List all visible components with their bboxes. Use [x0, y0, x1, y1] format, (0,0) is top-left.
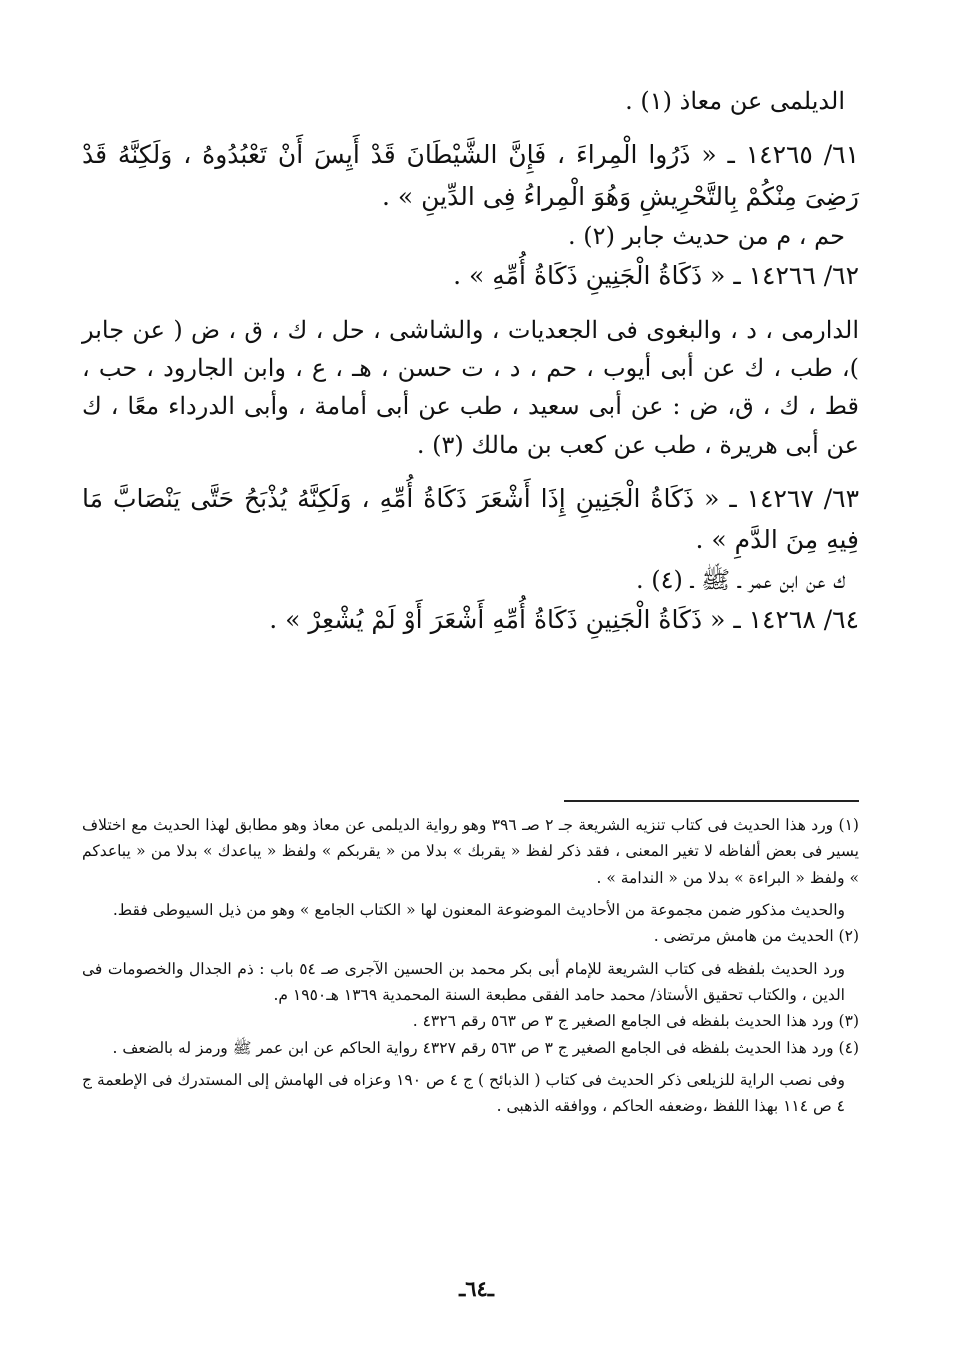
footnote-2-continuation: ورد الحديث بلفظه فى كتاب الشريعة للإمام أبى بكر محمد بن الحسين الآجرى صـ ٥٤ باب : ذم الجدال والخصومات فى الدين ، والكتاب تحقيق الأستاذ/ محمد حامد الفقى مطبعة السنة المحمدية ١٣٦٩ هـ١٩٥٠ م.: [82, 959, 845, 1005]
main-text: [82, 82, 859, 640]
hadith-64: ٦٤/ ١٤٢٦٨ ـ « ذَكَاةُ الْجَنِينِ ذَكَاةُ أُمِّهِ أَشْعَرَ أَوْ لَمْ يُشْعِرْ » .: [269, 604, 859, 634]
footnote-3: (٣) ورد هذا الحديث بلفظه فى الجامع الصغير ج ٣ ص ٥٦٣ رقم ٤٣٢٦ .: [412, 1012, 859, 1031]
source-paragraph: الدارمى ، د ، والبغوى فى الجعديات ، والشاشى ، حل ، ك ، ق ، ض ( عن جابر )، طب ، ك عن أبى أيوب ، حم ، د ، ت حسن ، هـ ، ع ، وابن الجارود ، حب ، قط ، ك ، ق، ض : عن أبى سعيد ، طب عن أبى أمامة ، وأبى الدرداء معًا ، ك عن أبى هريرة ، طب عن كعب بن مالك (٣) .: [82, 315, 859, 459]
source-line: حم ، م من حديث جابر (٢) .: [568, 221, 845, 250]
page-number: ـ٦٤ـ: [459, 1276, 494, 1301]
footnote-1-continuation: والحديث مذكور ضمن مجموعة من الأحاديث الموضوعة المعنون لها « الكتاب الجامع » وهو من ذيل السيوطى فقط.: [112, 901, 845, 920]
footnote-divider: [564, 800, 859, 802]
footnote-1: (١) ورد هذا الحديث فى كتاب تنزيه الشريعة جـ ٢ صـ ٣٩٦ وهو رواية الديلمى عن معاذ وهو مطابق لهذا الحديث مع اختلاف يسير فى بعض ألفاظه لا تغير المعنى ، فقد ذكر لفظ « يقربك » بدلا من « يقربكم » ولفظ « يباعدك » بدلا من « يباعدكم » ولفظ « البراءة » بدلا من « الندامة » .: [82, 816, 859, 887]
source-line: الديلمى عن معاذ (١) .: [625, 87, 845, 115]
footnote-4: (٤) ورد هذا الحديث بلفظه فى الجامع الصغير ج ٣ ص ٥٦٣ رقم ٤٣٢٧ رواية الحاكم عن ابن عمر ﷺ ورمز له بالضعف .: [112, 1038, 859, 1057]
footnote-4-continuation: وفى نصب الراية للزيلعى ذكر الحديث فى كتاب ( الذبائح ) ج ٤ ص ١٩٠ وعزاه فى الهامش إلى المستدرك فى الإطعمة ج ٤ ص ١١٤ بهذا اللفظ ،وضعفه الحاكم ، ووافقه الذهبى .: [82, 1071, 846, 1116]
hadith-62: ٦٢/ ١٤٢٦٦ ـ « ذَكَاةُ الْجَنِينِ ذَكَاةُ أُمِّهِ » .: [453, 261, 859, 291]
source-line: ك عن ابن عمر ـ ﷺ ـ (٤) .: [636, 565, 845, 594]
hadith-63: ٦٣/ ١٤٢٦٧ ـ « ذَكَاةُ الْجَنِينِ إِذَا أَشْعَرَ ذَكَاةُ أُمِّهِ ، وَلَكِنَّهُ يُذْبَحُ حَتَّى يَنْصَابَّ مَا فِيهِ مِنَ الدَّمِ » .: [82, 484, 859, 555]
footnotes: [82, 812, 859, 1120]
hadith-61: ٦١/ ١٤٢٦٥ ـ « ذَرُوا الْمِراءَ ، فَإِنَّ الشَّيْطَانَ قَدْ أَيِسَ أَنْ تَعْبُدُوهُ ، وَلَكِنَّهُ قَدْ رَضِىَ مِنْكُمْ بِالتَّحْرِيشِ وَهُوَ الْمِراءُ فِى الدِّينِ » .: [82, 140, 859, 211]
footnote-2: (٢) الحديث من هامش مرتضى .: [653, 927, 859, 946]
